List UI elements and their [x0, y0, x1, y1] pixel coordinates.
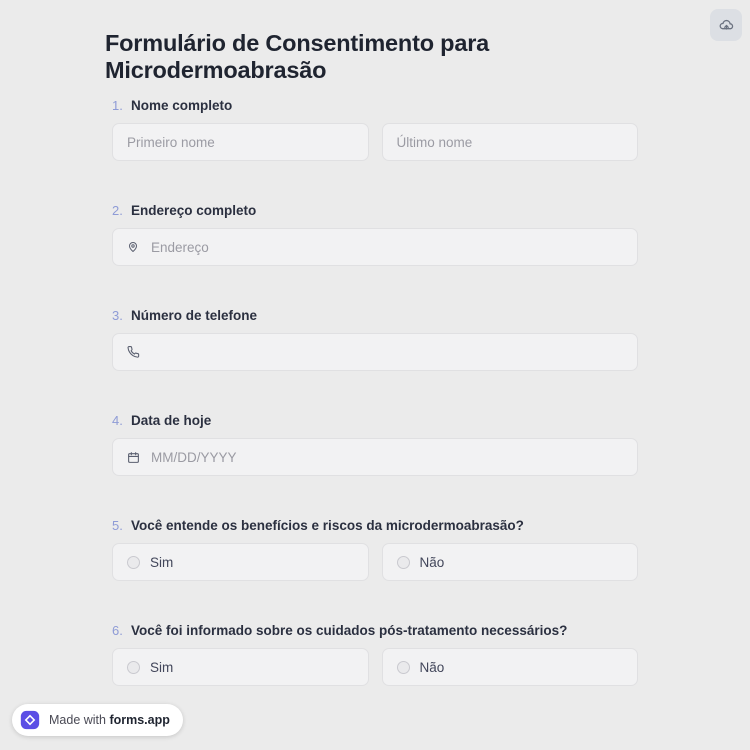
- question-3-number: 3.: [112, 308, 123, 323]
- calendar-icon: [127, 451, 141, 464]
- question-3: [112, 308, 638, 371]
- spacer: [112, 266, 638, 308]
- spacer: [112, 476, 638, 518]
- spacer: [112, 371, 638, 413]
- questions-list: [112, 98, 638, 686]
- question-6-label: Você foi informado sobre os cuidados pós-tratamento necessários?: [131, 623, 568, 638]
- question-2-number: 2.: [112, 203, 123, 218]
- question-4-fields: [112, 438, 638, 476]
- question-6-options: [112, 648, 638, 686]
- question-1: [112, 98, 638, 161]
- question-1-label: Nome completo: [131, 98, 233, 113]
- formsapp-logo-icon: [19, 709, 41, 731]
- question-4-label: Data de hoje: [131, 413, 212, 428]
- page-title: Formulário de Consentimento para Microdermoabrasão: [105, 30, 490, 83]
- radio-icon[interactable]: [397, 661, 410, 674]
- question-1-number: 1.: [112, 98, 123, 113]
- address-field[interactable]: [112, 228, 638, 266]
- question-5: [112, 518, 638, 581]
- question-5-option-yes-label: Sim: [150, 554, 174, 570]
- badge-prefix: Made with: [49, 713, 110, 727]
- question-2-label-row: [112, 203, 638, 218]
- question-6-option-no[interactable]: [382, 648, 639, 686]
- question-5-label-row: [112, 518, 638, 533]
- question-2: [112, 203, 638, 266]
- question-3-label-row: [112, 308, 638, 323]
- radio-icon[interactable]: [127, 556, 140, 569]
- radio-icon[interactable]: [397, 556, 410, 569]
- question-4-number: 4.: [112, 413, 123, 428]
- question-3-fields: [112, 333, 638, 371]
- question-6-number: 6.: [112, 623, 123, 638]
- question-6: [112, 623, 638, 686]
- first-name-placeholder: Primeiro nome: [127, 134, 215, 150]
- spacer: [112, 161, 638, 203]
- question-5-option-yes[interactable]: [112, 543, 369, 581]
- question-1-label-row: [112, 98, 638, 113]
- question-6-option-no-label: Não: [419, 659, 445, 675]
- question-6-option-yes-label: Sim: [150, 659, 174, 675]
- phone-field[interactable]: [112, 333, 638, 371]
- question-2-label: Endereço completo: [131, 203, 257, 218]
- question-4: [112, 413, 638, 476]
- date-field[interactable]: [112, 438, 638, 476]
- first-name-field[interactable]: [112, 123, 369, 161]
- radio-icon[interactable]: [127, 661, 140, 674]
- question-5-label: Você entende os benefícios e riscos da microdermoabrasão?: [131, 518, 524, 533]
- badge-brand: forms.app: [109, 713, 170, 727]
- question-5-number: 5.: [112, 518, 123, 533]
- spacer: [112, 581, 638, 623]
- address-placeholder: Endereço: [151, 239, 209, 255]
- question-4-label-row: [112, 413, 638, 428]
- question-5-options: [112, 543, 638, 581]
- last-name-placeholder: Último nome: [396, 134, 473, 150]
- question-6-label-row: [112, 623, 638, 638]
- location-pin-icon: [127, 240, 141, 254]
- question-2-fields: [112, 228, 638, 266]
- question-5-option-no[interactable]: [382, 543, 639, 581]
- cloud-icon: [718, 17, 735, 34]
- question-6-option-yes[interactable]: [112, 648, 369, 686]
- question-3-label: Número de telefone: [131, 308, 258, 323]
- question-5-option-no-label: Não: [419, 554, 445, 570]
- question-1-fields: [112, 123, 638, 161]
- made-with-badge[interactable]: [12, 704, 183, 736]
- date-placeholder: MM/DD/YYYY: [151, 449, 237, 465]
- last-name-field[interactable]: [382, 123, 639, 161]
- phone-icon: [127, 345, 141, 359]
- cloud-save-button[interactable]: [710, 9, 742, 41]
- badge-text: [49, 713, 170, 727]
